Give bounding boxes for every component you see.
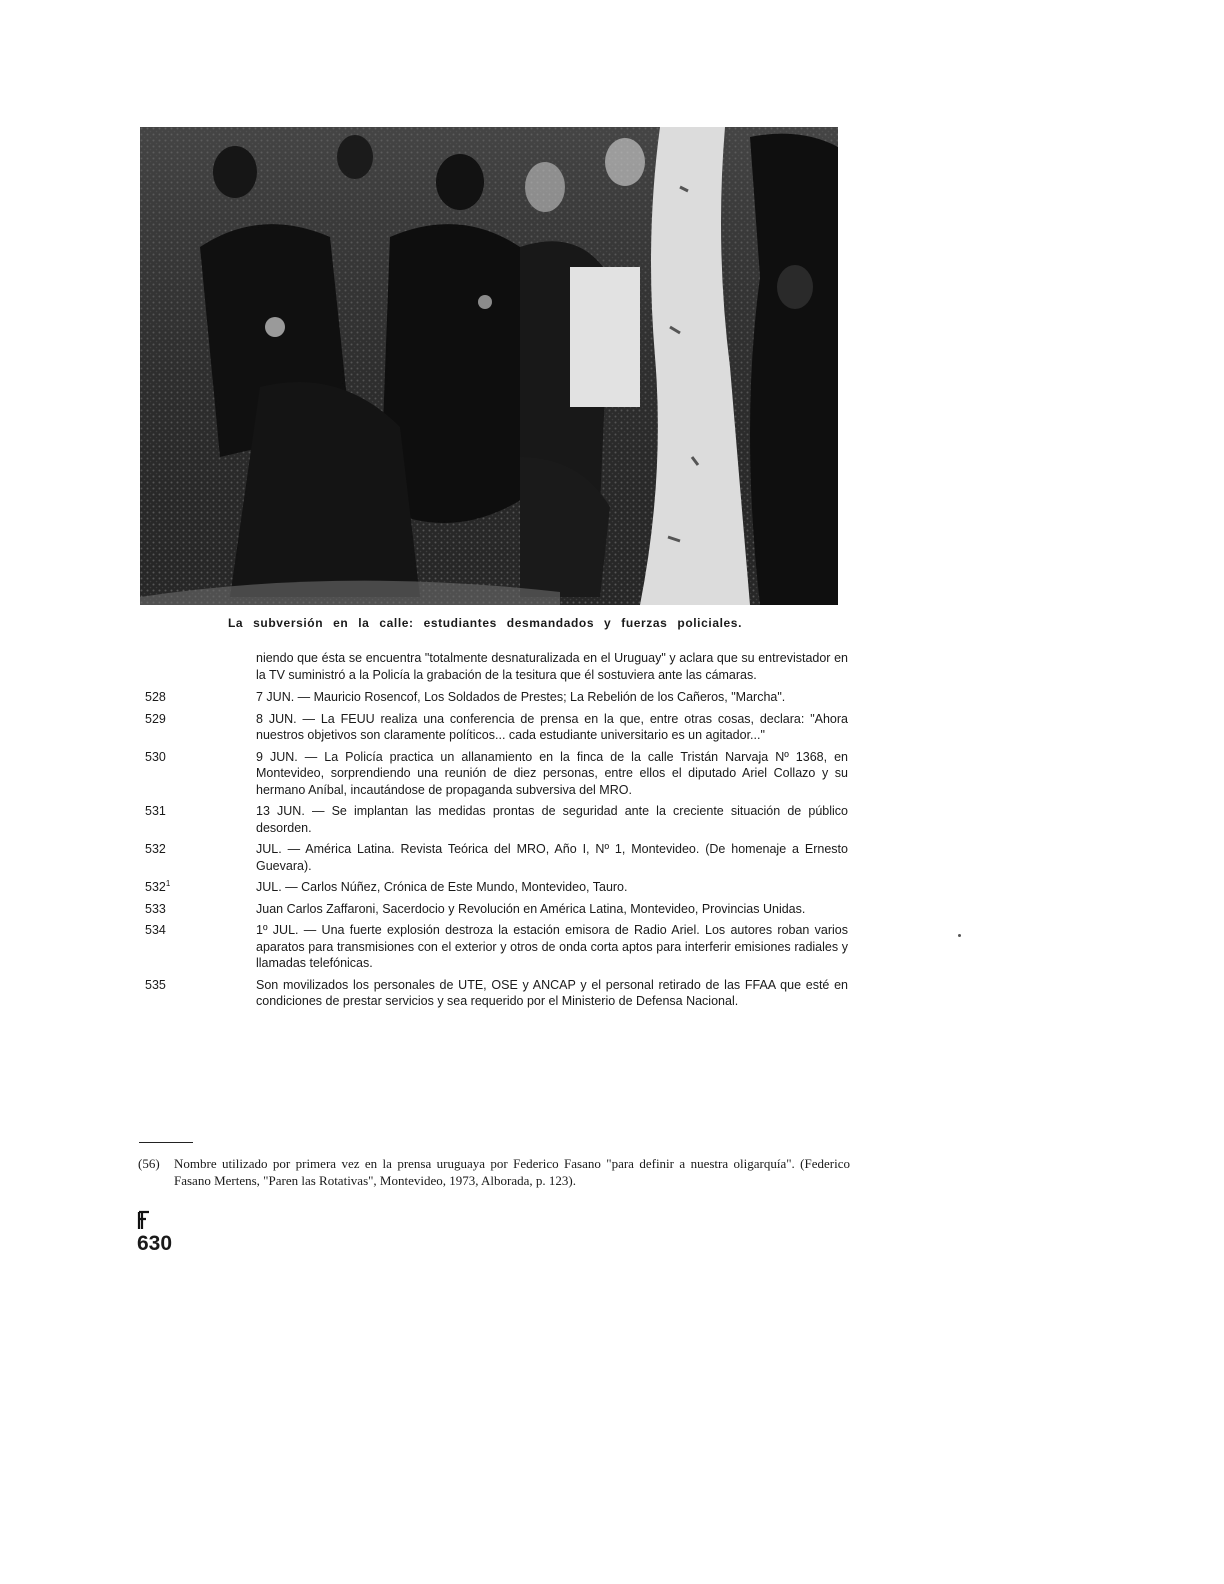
list-item: [145, 711, 855, 744]
entry-text: Son movilizados los personales de UTE, OSE y ANCAP y el personal retirado de las FFAA que esté en condiciones de prestar servicios y sea requerido por el Ministerio de Defensa Nacional.: [256, 977, 848, 1008]
photograph-image: [140, 127, 838, 605]
list-item: [145, 803, 855, 836]
entry-number: 529: [145, 711, 166, 726]
scan-speck: [958, 934, 961, 937]
list-item: [145, 977, 855, 1010]
entry-text: 7 JUN. — Mauricio Rosencof, Los Soldados de Prestes; La Rebelión de los Cañeros, "Marcha".: [256, 690, 786, 704]
figure-caption: La subversión en la calle: estudiantes desmandados y fuerzas policiales.: [228, 616, 743, 630]
page-number: 630: [137, 1232, 173, 1255]
entry-text: 1º JUL. — Una fuerte explosión destroza la estación emisora de Radio Ariel. Los autores roban varios aparatos para transmisiones con el exterior y otros de onda corta aptos para interferir emisiones radiales y llamadas telefónicas.: [256, 923, 848, 970]
footnote-text: Nombre utilizado por primera vez en la prensa uruguaya por Federico Fasano "para definir a nuestra oligarquía". (Federico Fasano Mertens, "Paren las Rotativas", Montevideo, 1973, Alborada, p. 123).: [174, 1156, 850, 1188]
entry-text: Juan Carlos Zaffaroni, Sacerdocio y Revolución en América Latina, Montevideo, Provincias Unidas.: [256, 901, 806, 916]
list-item: [145, 749, 855, 799]
entry-number: 530: [145, 749, 166, 764]
entry-number-main: 532: [145, 880, 166, 894]
footnote: [138, 1155, 850, 1189]
entry-text: 9 JUN. — La Policía practica un allanamiento en la finca de la calle Tristán Narvaja Nº 1368, en Montevideo, sorprendiendo una reunión de diez personas, entre ellos el diputado Ariel Collazo y su hermano Aníbal, incautándose de propaganda subversiva del MRO.: [256, 749, 848, 797]
entry-number-superscript: 1: [165, 879, 171, 888]
list-item: [145, 689, 855, 706]
chronology-list: [145, 650, 855, 1015]
list-item: [145, 841, 855, 874]
list-item: [145, 922, 855, 972]
footnote-divider: [139, 1142, 193, 1143]
entry-number: 528: [145, 690, 166, 704]
entry-text: JUL. — América Latina. Revista Teórica del MRO, Año I, Nº 1, Montevideo. (De homenaje a Ernesto Guevara).: [256, 842, 848, 873]
entry-number: 533: [145, 901, 166, 916]
entry-number: 534: [145, 923, 166, 937]
entry-text: JUL. — Carlos Núñez, Crónica de Este Mundo, Montevideo, Tauro.: [256, 880, 628, 894]
continuation-paragraph: niendo que ésta se encuentra "totalmente desnaturalizada en el Uruguay" y aclara que su entrevistador en la TV suministró a la Policía la grabación de la tesitura que él sostuviera ante las cámaras.: [256, 651, 848, 682]
entry-number: 532: [145, 842, 166, 856]
entry-text: 13 JUN. — Se implantan las medidas prontas de seguridad ante la creciente situación de público desorden.: [256, 804, 848, 835]
entry-text: 8 JUN. — La FEUU realiza una conferencia de prensa en la que, entre otras cosas, declara: "Ahora nuestros objetivos son claramente políticos... cada estudiante universitario es un agitador...": [256, 711, 848, 742]
entry-number: 535: [145, 977, 166, 992]
entry-number: 531: [145, 804, 166, 818]
footnote-marker: (56): [138, 1156, 160, 1171]
photograph: [140, 127, 838, 605]
entry-number: [145, 879, 185, 896]
list-item: [145, 879, 855, 896]
list-item: [145, 901, 855, 918]
